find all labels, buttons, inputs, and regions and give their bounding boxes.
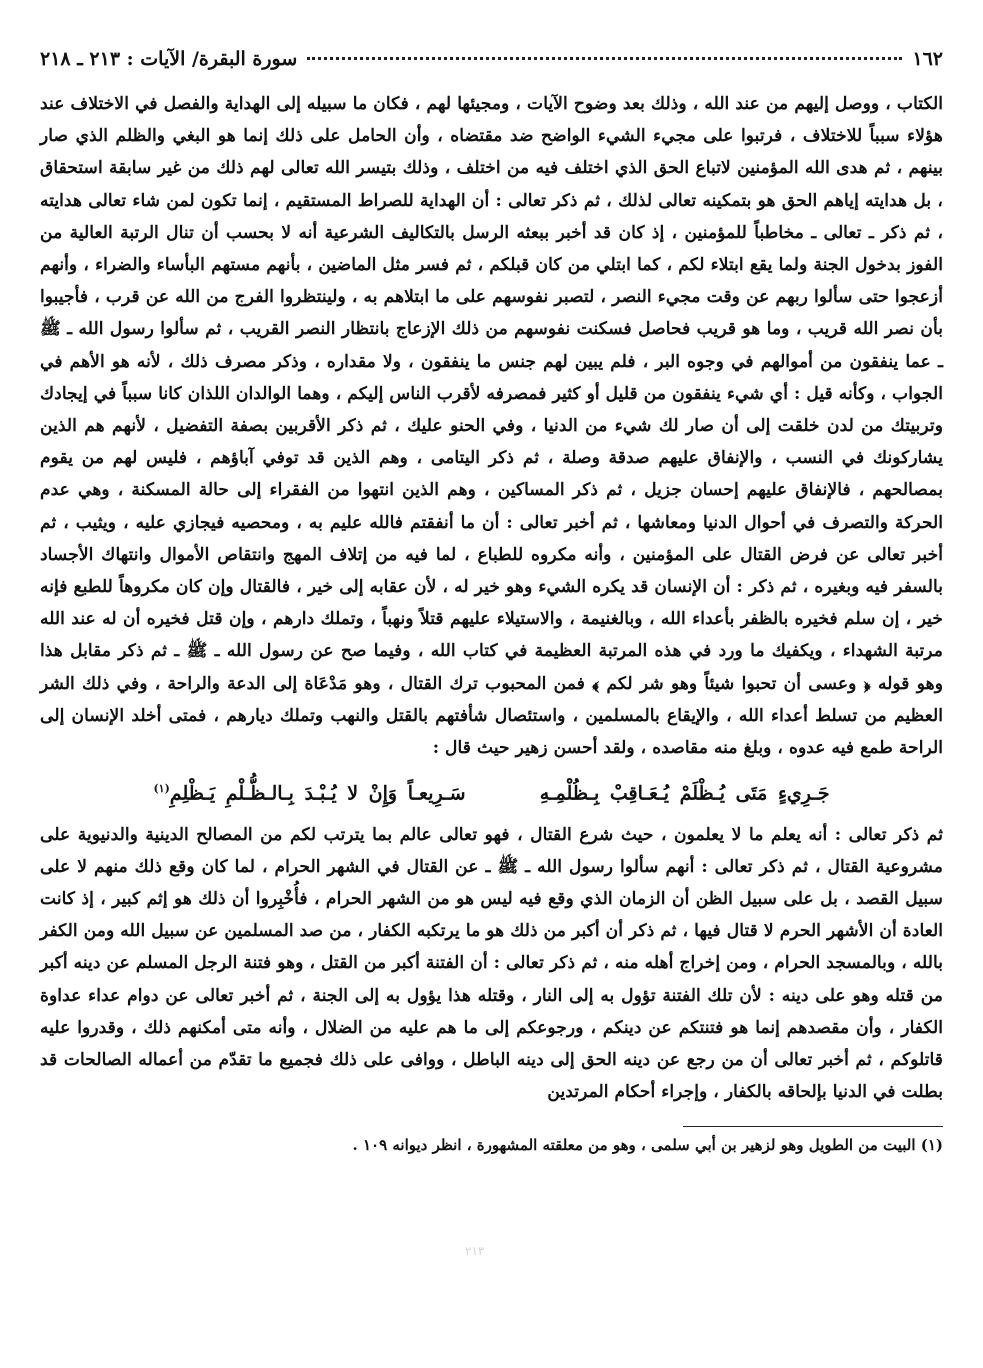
stray-mark: ٢١٣	[465, 1244, 485, 1258]
header-title: سورة البقرة/ الآيات : ٢١٣ ـ ٢١٨	[40, 48, 298, 70]
paragraph-2: ثم ذكر تعالى : أنه يعلم ما لا يعلمون ، حيث شرع القتال ، فهو تعالى عالم بما يترتب لكم من المصالح الدينية والدنيوية على مشروعية القتال ، ثم ذكر تعالى : أنهم سألوا رسول الله ـ ﷺ ـ عن القتال في الشهر الحرام ، لما كان وقع ذلك منهم لا على سبيل القصد ، بل على سبيل الظن أن الزمان الذي وقع فيه ليس هو من الشهر الحرام ، فأُخْبِروا أن ذلك هو إثم كبير ، إذ كانت العادة أن الأشهر الحرم لا قتال فيها ، ثم ذكر أن أكبر من ذلك هو ما يرتكبه الكفار ، من صد المسلمين عن سبيل الله ومن الكفر بالله ، وبالمسجد الحرام ، ومن إخراج أهله منه ، ثم ذكر تعالى : أن الفتنة أكبر من القتل ، وهو فتنة الرجل المسلم عن دينه أكبر من قتله وهو على دينه : لأن تلك الفتنة تؤول به إلى النار ، وقتله هذا يؤول به إلى الجنة ، ثم أخبر تعالى عن دوام عداء عداوة الكفار ، وأن مقصدهم إنما هو فتنتكم عن دينكم ، ورجوعكم إلى ما هم عليه من الضلال ، وأنه متى أمكنهم ذلك ، وقدروا عليه قاتلوكم ، ثم أخبر تعالى أن من رجع عن دينه الحق إلى دينه الباطل ، ووافى على ذلك فجميع ما تقدّم من أعماله الصالحات قد بطلت في الدنيا بإلحاقه بالكفار ، وإجراء أحكام المرتدين	[40, 824, 943, 1103]
main-text	[40, 88, 943, 1108]
footnote: (١) البيت من الطويل وهو لزهير بن أبي سلمى ، وهو من معلقته المشهورة ، انظر ديوانه ١٠٩ .	[352, 1136, 943, 1155]
footnote-marker: (١)	[153, 782, 170, 796]
footnote-divider	[683, 1126, 943, 1127]
verse-right-hemistich: سَـرِيعـاً وَإِنْ لا يُـبْـدَ بِـالـظُّـلْمِ يَـظْلِمِ	[169, 782, 466, 805]
header-dot-leader	[307, 57, 902, 60]
poetry-verse	[40, 764, 943, 818]
verse-left-hemistich: جَـرِيءٍ مَتَى يُـظْلَمْ يُـعَـاقِبْ بِـظُلْمِـهِ	[539, 782, 830, 805]
page-number: ١٦٢	[912, 48, 943, 70]
paragraph-1: الكتاب ، ووصل إليهم من عند الله ، وذلك بعد وضوح الآيات ، ومجيئها لهم ، فكان ما سبيله إلى الهداية والفصل في الاختلاف عند هؤلاء سبباً للاختلاف ، فرتبوا على مجيء الشيء الواضح ضد مقتضاه ، وأن الحامل على ذلك إنما هو البغي والظلم الذي صار بينهم ، ثم هدى الله المؤمنين لاتباع الحق الذي اختلف فيه من اختلف ، وذلك بتيسر الله تعالى لهم ذلك من غير سابقة استحقاق ، بل هدايته إياهم الحق هو بتمكينه تعالى لذلك ، ثم ذكر تعالى : أن الهداية للصراط المستقيم ، إنما تكون لمن شاء تعالى هدايته ، ثم ذكر ـ تعالى ـ مخاطباً للمؤمنين ، إذ كان قد أخبر ببعثه الرسل بالتكاليف الشرعية أنه لا بحسب أن تنال الرتبة العالية من الفوز بدخول الجنة ولما يقع ابتلاء لكم ، كما ابتلي من كان قبلكم ، ثم فسر مثل الماضين ، بأنهم مستهم البأساء والضراء ، وأنهم أزعجوا حتى سألوا ربهم عن وقت مجيء النصر ، لتصبر نفوسهم على ما ابتلاهم به ، ولينتظروا الفرج من الله عن قرب ، فأجيبوا بأن نصر الله قريب ، وما هو قريب فحاصل فسكنت نفوسهم من ذلك الإزعاج بانتظار النصر القريب ، ثم سألوا رسول الله ـ ﷺ ـ عما ينفقون من أموالهم في وجوه البر ، فلم يبين لهم جنس ما ينفقون ، ولا مقداره ، وذكر مصرف ذلك ، لأنه هو الأهم في الجواب ، وكأنه قيل : أي شيء ينفقون من قليل أو كثير فمصرفه لأقرب الناس إليكم ، وهما الوالدان اللذان كانا سبباً في إيجادك وتربيتك من لدن خلقت إلى أن صار لك شيء من الدنيا ، وفي الحنو عليك ، ثم ذكر الأقربين بصفة التفضيل ، لأنهم هم الذين يشاركونك في النسب ، والإنفاق عليهم صدقة وصلة ، ثم ذكر اليتامى ، وهم الذين قد توفي آباؤهم ، فليس لهم من يقوم بمصالحهم ، فالإنفاق عليهم إحسان جزيل ، ثم ذكر المساكين ، وهم الذين انتهوا من الفقراء إلى حالة المسكنة ، وهي عدم الحركة والتصرف في أحوال الدنيا ومعاشها ، ثم أخبر تعالى : أن ما أنفقتم فالله عليم به ، ومحصيه فيجازي عليه ، ويثيب ، ثم أخبر تعالى عن فرض القتال على المؤمنين ، وأنه مكروه للطباع ، لما فيه من إتلاف المهج وانتقاص الأموال وانتهاك الأجساد بالسفر فيه وبغيره ، ثم ذكر : أن الإنسان قد يكره الشيء وهو خير له ، لأن عقابه إلى خير ، فالقتال وإن كان مكروهاً للطبع فإنه خير ، إن سلم فخيره بالظفر بأعداء الله ، وبالغنيمة ، والاستيلاء عليهم قتلاً ونهباً ، وتملك دارهم ، وإن قتل فخيره أن له عند الله مرتبة الشهداء ، ويكفيك ما ورد في هذه المرتبة العظيمة في كتاب الله ، وفيما صح عن رسول الله ـ ﷺ ـ ثم ذكر مقابل هذا وهو قوله ﴿ وعسى أن تحبوا شيئاً وهو شر لكم ﴾ فمن المحبوب ترك القتال ، وهو مَدْعَاة إلى الدعة والراحة ، وفي ذلك الشر العظيم من تسلط أعداء الله ، والإيقاع بالمسلمين ، واستئصال شأفتهم بالقتل والنهب وتملك ديارهم ، فمتى أخلد الإنسان إلى الراحة طمع فيه عدوه ، وبلغ منه مقاصده ، ولقد أحسن زهير حيث قال :	[40, 94, 943, 759]
running-header	[40, 48, 943, 80]
